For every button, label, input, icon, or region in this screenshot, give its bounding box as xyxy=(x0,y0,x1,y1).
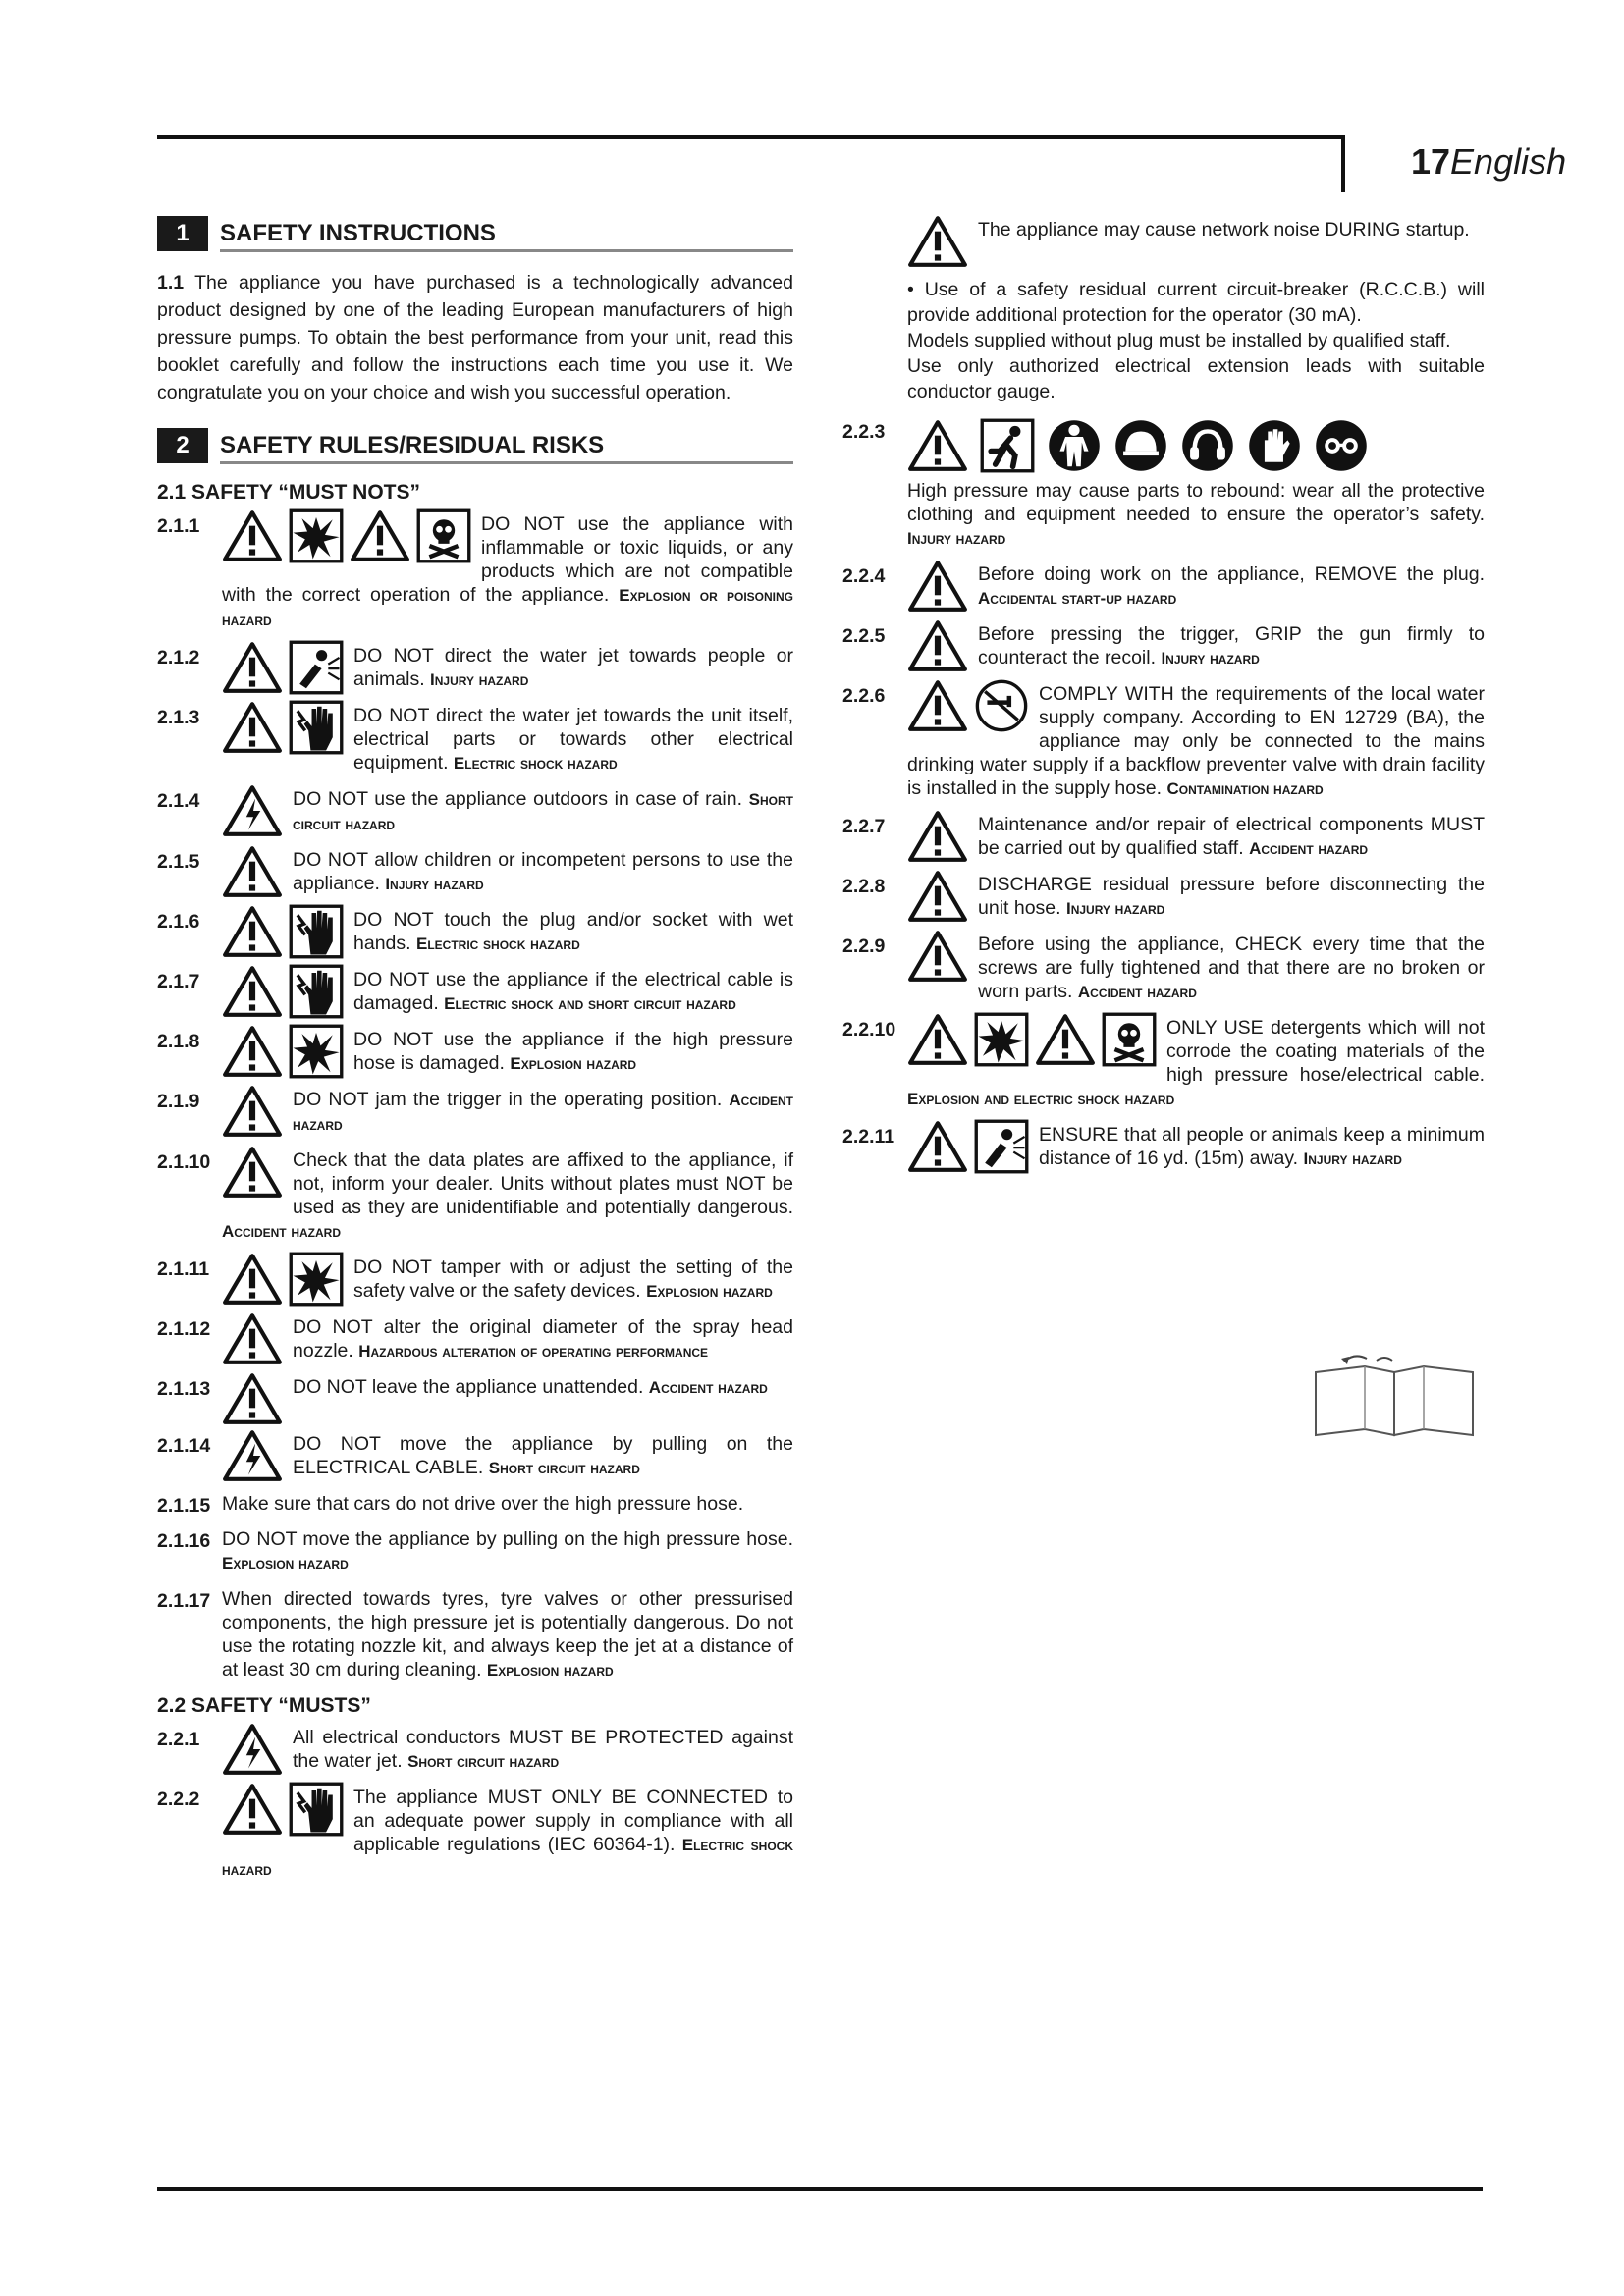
warning-icon xyxy=(222,1024,283,1079)
section-number: 1 xyxy=(157,216,208,251)
toxic-icon xyxy=(1102,1012,1157,1067)
rule-id: 2.2.1 xyxy=(157,1729,200,1750)
rule-text: DO NOT direct the water jet towards the unit itself, electrical parts or towards other electrical equipment. xyxy=(353,705,793,774)
rule-id: 2.1.5 xyxy=(157,851,200,873)
rule-text: DO NOT move the appliance by pulling on the ELECTRICAL CABLE. xyxy=(293,1433,793,1478)
rule-text: When directed towards tyres, tyre valves or other pressurised components, the high pressure jet is potentially dangerous. Do not use the rotating nozzle kit, and always keep the jet at a distance of at least 30 cm during cleaning. xyxy=(222,1588,793,1681)
hazard-label: Explosion hazard xyxy=(222,1554,349,1573)
warning-icon xyxy=(222,844,283,899)
warning-icon xyxy=(222,904,283,959)
warning-icon xyxy=(350,508,410,563)
rule-id: 2.1.6 xyxy=(157,911,200,933)
header-divider xyxy=(1341,135,1345,192)
extension-note: Use only authorized electrical extension leads with suitable conductor gauge. xyxy=(907,355,1485,402)
section-rule xyxy=(220,249,793,252)
rule-item xyxy=(842,622,1485,670)
rule-text: DISCHARGE residual pressure before disconnecting the unit hose. xyxy=(978,874,1485,919)
no-drinking-water-icon xyxy=(974,678,1029,733)
section-number: 2 xyxy=(157,428,208,463)
explosion-icon xyxy=(289,1252,344,1307)
hazard-label: Explosion hazard xyxy=(646,1282,773,1301)
water-jet-icon xyxy=(974,1119,1029,1174)
warning-icon xyxy=(907,1012,968,1067)
rule-item xyxy=(157,968,793,1016)
hazard-label: Electric shock hazard xyxy=(453,754,618,773)
warning-icon xyxy=(907,418,968,473)
rule-id: 2.2.2 xyxy=(157,1789,200,1810)
electric-hand-icon xyxy=(289,964,344,1019)
warning-icon xyxy=(222,1371,283,1426)
page-number-label xyxy=(1411,141,1566,183)
warning-icon xyxy=(907,809,968,864)
hazard-label: Hazardous alteration of operating performance xyxy=(358,1342,709,1361)
rule-id: 2.1.9 xyxy=(157,1091,200,1112)
hazard-label: Explosion or poisoning hazard xyxy=(222,586,793,629)
rule-item xyxy=(842,813,1485,861)
warning-icon xyxy=(907,869,968,924)
hazard-label: Accident hazard xyxy=(648,1378,768,1397)
hazard-label: Electric shock hazard xyxy=(415,934,580,953)
rule-item xyxy=(842,933,1485,1004)
hazard-label: Injury hazard xyxy=(1161,649,1260,667)
rule-item xyxy=(157,1726,793,1774)
bullet-text: Use of a safety residual current circuit-breaker (R.C.C.B.) will provide additional protection for the operator (30 mA). xyxy=(907,279,1485,326)
rule-text: DO NOT leave the appliance unattended. xyxy=(293,1376,644,1398)
language-label: English xyxy=(1450,141,1567,182)
warning-icon xyxy=(222,700,283,755)
hazard-label: Injury hazard xyxy=(907,529,1006,548)
rule-text: ONLY USE detergents which will not corrode the coating materials of the high pressure hose/electrical cable. xyxy=(1166,1017,1485,1086)
rule-id: 2.1.11 xyxy=(157,1258,210,1280)
rule-item xyxy=(842,682,1485,801)
plug-note: Models supplied without plug must be installed by qualified staff. xyxy=(907,330,1451,351)
rule-item xyxy=(842,1123,1485,1171)
goggles-icon xyxy=(1314,418,1369,473)
warning-icon xyxy=(222,1084,283,1139)
header-rule xyxy=(157,135,1345,139)
hazard-label: Injury hazard xyxy=(385,875,484,893)
read-manual-icon xyxy=(1306,1353,1483,1441)
rule-text: DO NOT direct the water jet towards people or animals. xyxy=(353,645,793,690)
warning-icon xyxy=(222,508,283,563)
rule-id: 2.2.9 xyxy=(842,935,886,957)
rule-item xyxy=(157,908,793,956)
rule-text: DO NOT jam the trigger in the operating position. xyxy=(293,1089,723,1110)
rule-text: The appliance MUST ONLY BE CONNECTED to an adequate power supply in compliance with all applicable regulations (IEC 60364-1). xyxy=(353,1787,793,1855)
rule-text: Check that the data plates are affixed to the appliance, if not, inform your dealer. Units without plates must NOT be used as they are unidentifiable and potentially dangerous. xyxy=(293,1149,793,1218)
warning-icon xyxy=(907,1119,968,1174)
noise-text: The appliance may cause network noise DURING startup. xyxy=(978,219,1470,240)
rule-item xyxy=(157,1088,793,1137)
rule-text: DO NOT use the appliance with inflammable or toxic liquids, or any products which are not compatible with the correct operation of the appliance. xyxy=(222,513,793,606)
page-number: 17 xyxy=(1411,141,1451,182)
rule-item xyxy=(157,1527,793,1575)
rule-id: 2.1.14 xyxy=(157,1435,211,1457)
rule-item xyxy=(157,1028,793,1076)
rccb-bullet xyxy=(907,277,1485,328)
hazard-label: Injury hazard xyxy=(1065,899,1165,918)
warning-icon xyxy=(907,214,968,269)
rule-item xyxy=(157,1587,793,1682)
rule-text: DO NOT use the appliance outdoors in case of rain. xyxy=(293,788,743,810)
rule-id: 2.2.10 xyxy=(842,1019,896,1041)
rule-text: DO NOT tamper with or adjust the setting of the safety valve or the safety devices. xyxy=(353,1256,793,1302)
explosion-icon xyxy=(289,508,344,563)
warning-icon xyxy=(907,929,968,984)
hazard-label: Accident hazard xyxy=(293,1091,794,1134)
hazard-label: Short circuit hazard xyxy=(293,790,793,833)
rule-item xyxy=(842,562,1485,611)
rule-text: Before using the appliance, CHECK every time that the screws are fully tightened and that there are no broken or worn parts. xyxy=(978,934,1485,1002)
section-2-header xyxy=(157,428,793,465)
electric-hand-icon xyxy=(289,904,344,959)
section-title: SAFETY RULES/RESIDUAL RISKS xyxy=(220,432,605,458)
explosion-icon xyxy=(289,1024,344,1079)
paragraph-text: The appliance you have purchased is a technologically advanced product designed by one of the leading European manufacturers of high pressure pumps. To obtain the best performance from your unit, read this booklet carefully and follow the instructions each time you use it. We congratulate you on your choice and wish you successful operation. xyxy=(157,272,793,403)
hazard-label: Accident hazard xyxy=(222,1222,341,1241)
warning-icon xyxy=(1035,1012,1096,1067)
musts-heading: 2.2 SAFETY “MUSTS” xyxy=(157,1694,371,1717)
rule-id: 2.2.8 xyxy=(842,876,886,897)
rule-text: Before doing work on the appliance, REMOVE the plug. xyxy=(978,563,1485,585)
gloves-icon xyxy=(1247,418,1302,473)
warning-icon xyxy=(907,559,968,614)
warning-icon xyxy=(907,678,968,733)
right-column xyxy=(842,218,1485,1183)
rule-text: DO NOT use the appliance if the electrical cable is damaged. xyxy=(353,969,793,1014)
rule-id: 2.1.17 xyxy=(157,1590,211,1612)
rule-id: 2.2.6 xyxy=(842,685,886,707)
rule-text: DO NOT allow children or incompetent persons to use the appliance. xyxy=(293,849,793,894)
section-rule xyxy=(220,461,793,464)
rule-id: 2.1.13 xyxy=(157,1378,211,1400)
warning-icon xyxy=(222,1145,283,1200)
electric-warning-icon xyxy=(222,1722,283,1777)
footer-rule xyxy=(157,2187,1483,2191)
rule-item xyxy=(157,1315,793,1363)
rule-item xyxy=(157,1786,793,1882)
hazard-label: Accidental start-up hazard xyxy=(978,589,1177,608)
rule-id: 2.1.10 xyxy=(157,1151,211,1173)
electric-warning-icon xyxy=(222,1428,283,1483)
rule-text: COMPLY WITH the requirements of the local water supply company. According to EN 12729 (BA), the appliance may only be connected to the mains drinking water supply if a backflow preventer valve with drain facility is installed in the supply hose. xyxy=(907,683,1485,799)
ppe-icons xyxy=(907,418,1485,473)
hazard-label: Injury hazard xyxy=(430,670,529,689)
musts-not-heading: 2.1 SAFETY “MUST NOTS” xyxy=(157,481,420,504)
rule-item xyxy=(157,644,793,692)
ear-protection-icon xyxy=(1180,418,1235,473)
rule-id: 2.1.1 xyxy=(157,515,200,537)
electric-hand-icon xyxy=(289,1782,344,1837)
rule-item xyxy=(157,1375,793,1420)
hazard-label: Explosion and electric shock hazard xyxy=(907,1090,1175,1108)
rule-id: 2.2.5 xyxy=(842,625,886,647)
hazard-label: Injury hazard xyxy=(1303,1149,1402,1168)
rule-text: High pressure may cause parts to rebound: wear all the protective clothing and equipment needed to ensure the operator’s safety. xyxy=(907,480,1485,525)
section-1-header xyxy=(157,216,793,253)
warning-icon xyxy=(222,640,283,695)
rule-text: Before pressing the trigger, GRIP the gun firmly to counteract the recoil. xyxy=(978,623,1485,668)
warning-icon xyxy=(222,1252,283,1307)
hazard-label: Explosion hazard xyxy=(486,1661,614,1680)
rule-id: 2.1.8 xyxy=(157,1031,200,1052)
rule-id: 2.1.7 xyxy=(157,971,200,992)
rule-id: 2.1.15 xyxy=(157,1495,211,1517)
rule-id: 2.2.4 xyxy=(842,565,886,587)
rule-text: DO NOT use the appliance if the high pressure hose is damaged. xyxy=(353,1029,793,1074)
hazard-label: Contamination hazard xyxy=(1166,779,1324,798)
hazard-label: Electric shock hazard xyxy=(222,1836,793,1879)
hazard-label: Accident hazard xyxy=(1249,839,1369,858)
rule-text: All electrical conductors MUST BE PROTECTED against the water jet. xyxy=(293,1727,793,1772)
rule-item xyxy=(842,418,1485,551)
warning-icon xyxy=(222,1311,283,1366)
toxic-icon xyxy=(416,508,471,563)
rule-item xyxy=(157,704,793,775)
rule-text: Maintenance and/or repair of electrical components MUST be carried out by qualified staff. xyxy=(978,814,1485,859)
electric-hand-icon xyxy=(289,700,344,755)
rule-item xyxy=(157,1492,793,1516)
hazard-label: Electric shock and short circuit hazard xyxy=(444,994,736,1013)
warning-icon xyxy=(222,964,283,1019)
hazard-label: Accident hazard xyxy=(1077,983,1197,1001)
left-column xyxy=(157,216,793,1894)
electric-warning-icon xyxy=(222,783,283,838)
helmet-icon xyxy=(1113,418,1168,473)
explosion-icon xyxy=(974,1012,1029,1067)
rule-item xyxy=(842,1016,1485,1111)
rule-item xyxy=(842,873,1485,921)
warning-icon xyxy=(222,1782,283,1837)
rule-text: DO NOT touch the plug and/or socket with wet hands. xyxy=(353,909,793,954)
rule-id: 2.1.16 xyxy=(157,1530,211,1552)
rule-id: 2.1.2 xyxy=(157,647,200,668)
rule-item xyxy=(157,787,793,836)
rule-id: 2.1.12 xyxy=(157,1318,211,1340)
rule-item xyxy=(157,1148,793,1244)
noise-note xyxy=(842,218,1485,263)
rule-id: 2.2.7 xyxy=(842,816,886,837)
hazard-label: Explosion hazard xyxy=(510,1054,637,1073)
rule-text: DO NOT move the appliance by pulling on the high pressure hose. xyxy=(222,1528,793,1550)
rule-id: 2.2.11 xyxy=(842,1126,895,1148)
hazard-label: Short circuit hazard xyxy=(488,1459,640,1477)
warning-icon xyxy=(907,618,968,673)
protective-suit-icon xyxy=(1047,418,1102,473)
bullet-icon: • xyxy=(907,279,925,300)
section-title: SAFETY INSTRUCTIONS xyxy=(220,220,496,246)
rule-item xyxy=(157,512,793,632)
rule-item xyxy=(157,1255,793,1304)
rule-text: ENSURE that all people or animals keep a minimum distance of 16 yd. (15m) away. xyxy=(1039,1124,1485,1169)
rule-item xyxy=(157,1432,793,1480)
rule-id: 2.1.3 xyxy=(157,707,200,728)
rule-text: Make sure that cars do not drive over the high pressure hose. xyxy=(222,1493,744,1515)
hazard-label: Short circuit hazard xyxy=(407,1752,560,1771)
rule-item xyxy=(157,848,793,896)
intro-paragraph xyxy=(157,269,793,406)
rule-text: DO NOT alter the original diameter of the spray head nozzle. xyxy=(293,1316,793,1362)
rule-id: 2.1.4 xyxy=(157,790,200,812)
rule-id: 2.2.3 xyxy=(842,421,886,443)
rebound-icon xyxy=(980,418,1035,473)
water-jet-icon xyxy=(289,640,344,695)
paragraph-number: 1.1 xyxy=(157,272,185,294)
